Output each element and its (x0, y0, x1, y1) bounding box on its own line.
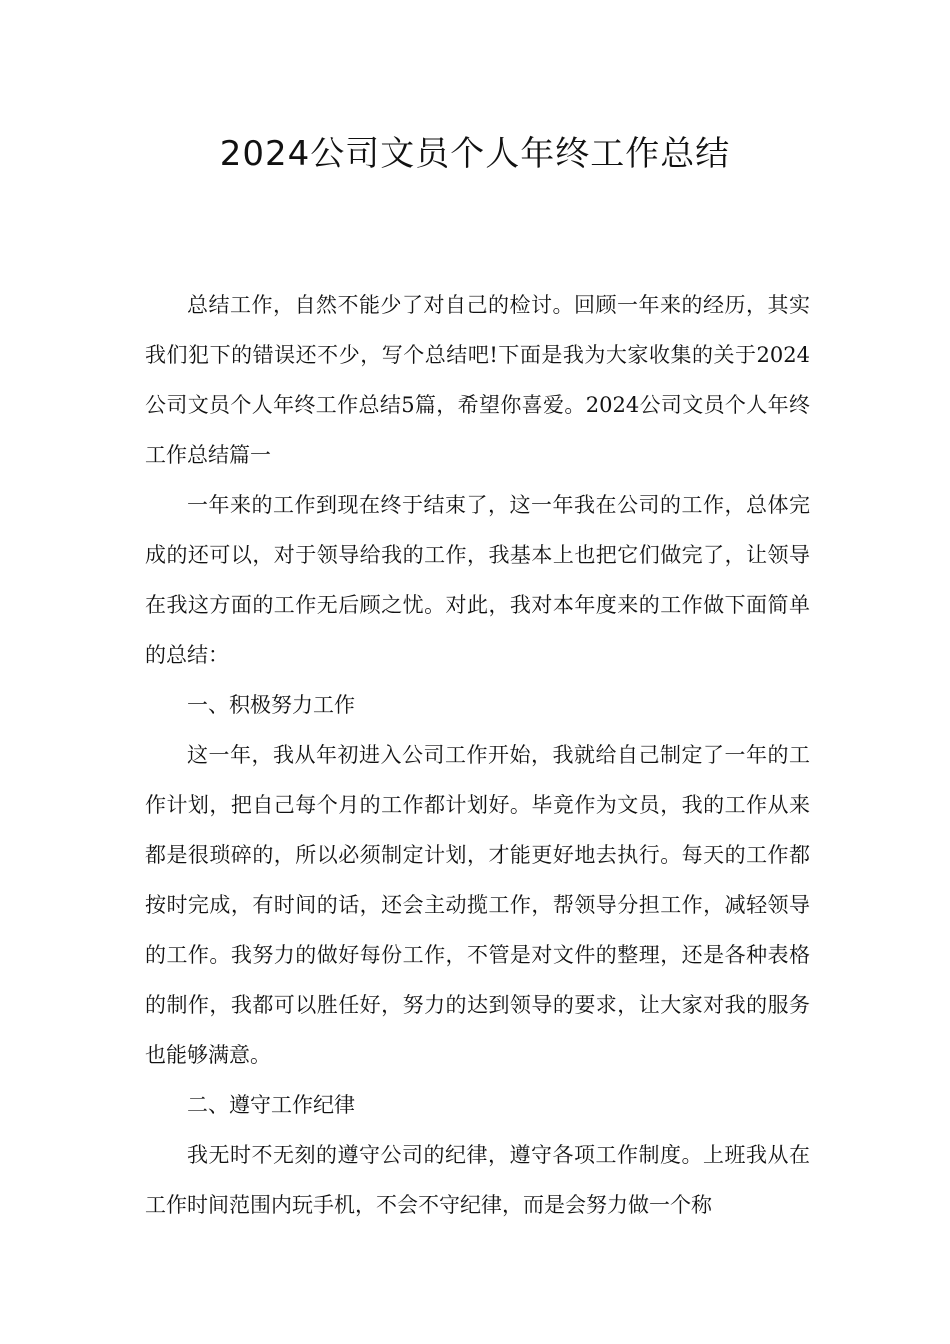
document-title: 2024公司文员个人年终工作总结 (219, 134, 731, 174)
paragraph-intro: 总结工作，自然不能少了对自己的检讨。回顾一年来的经历，其实我们犯下的错误还不少，写个总结吧!下面是我为大家收集的关于2024公司文员个人年终工作总结5篇，希望你喜爱。2024公司文员个人年终工作总结篇一 (145, 293, 810, 467)
paragraph-section-2: 我无时不无刻的遵守公司的纪律，遵守各项工作制度。上班我从在工作时间范围内玩手机，不会不守纪律，而是会努力做一个称 (145, 1143, 810, 1217)
paragraph-section-1: 这一年，我从年初进入公司工作开始，我就给自己制定了一年的工作计划，把自己每个月的工作都计划好。毕竟作为文员，我的工作从来都是很琐碎的，所以必须制定计划，才能更好地去执行。每天的工作都按时完成，有时间的话，还会主动揽工作，帮领导分担工作，减轻领导的工作。我努力的做好每份工作，不管是对文件的整理，还是各种表格的制作，我都可以胜任好，努力的达到领导的要求，让大家对我的服务也能够满意。 (145, 743, 810, 1067)
section-heading-2: 二、遵守工作纪律 (187, 1093, 355, 1117)
section-heading-1: 一、积极努力工作 (187, 693, 355, 717)
document-body (145, 280, 810, 1230)
paragraph-overview: 一年来的工作到现在终于结束了，这一年我在公司的工作，总体完成的还可以，对于领导给我的工作，我基本上也把它们做完了，让领导在我这方面的工作无后顾之忧。对此，我对本年度来的工作做下面简单的总结： (145, 493, 810, 667)
